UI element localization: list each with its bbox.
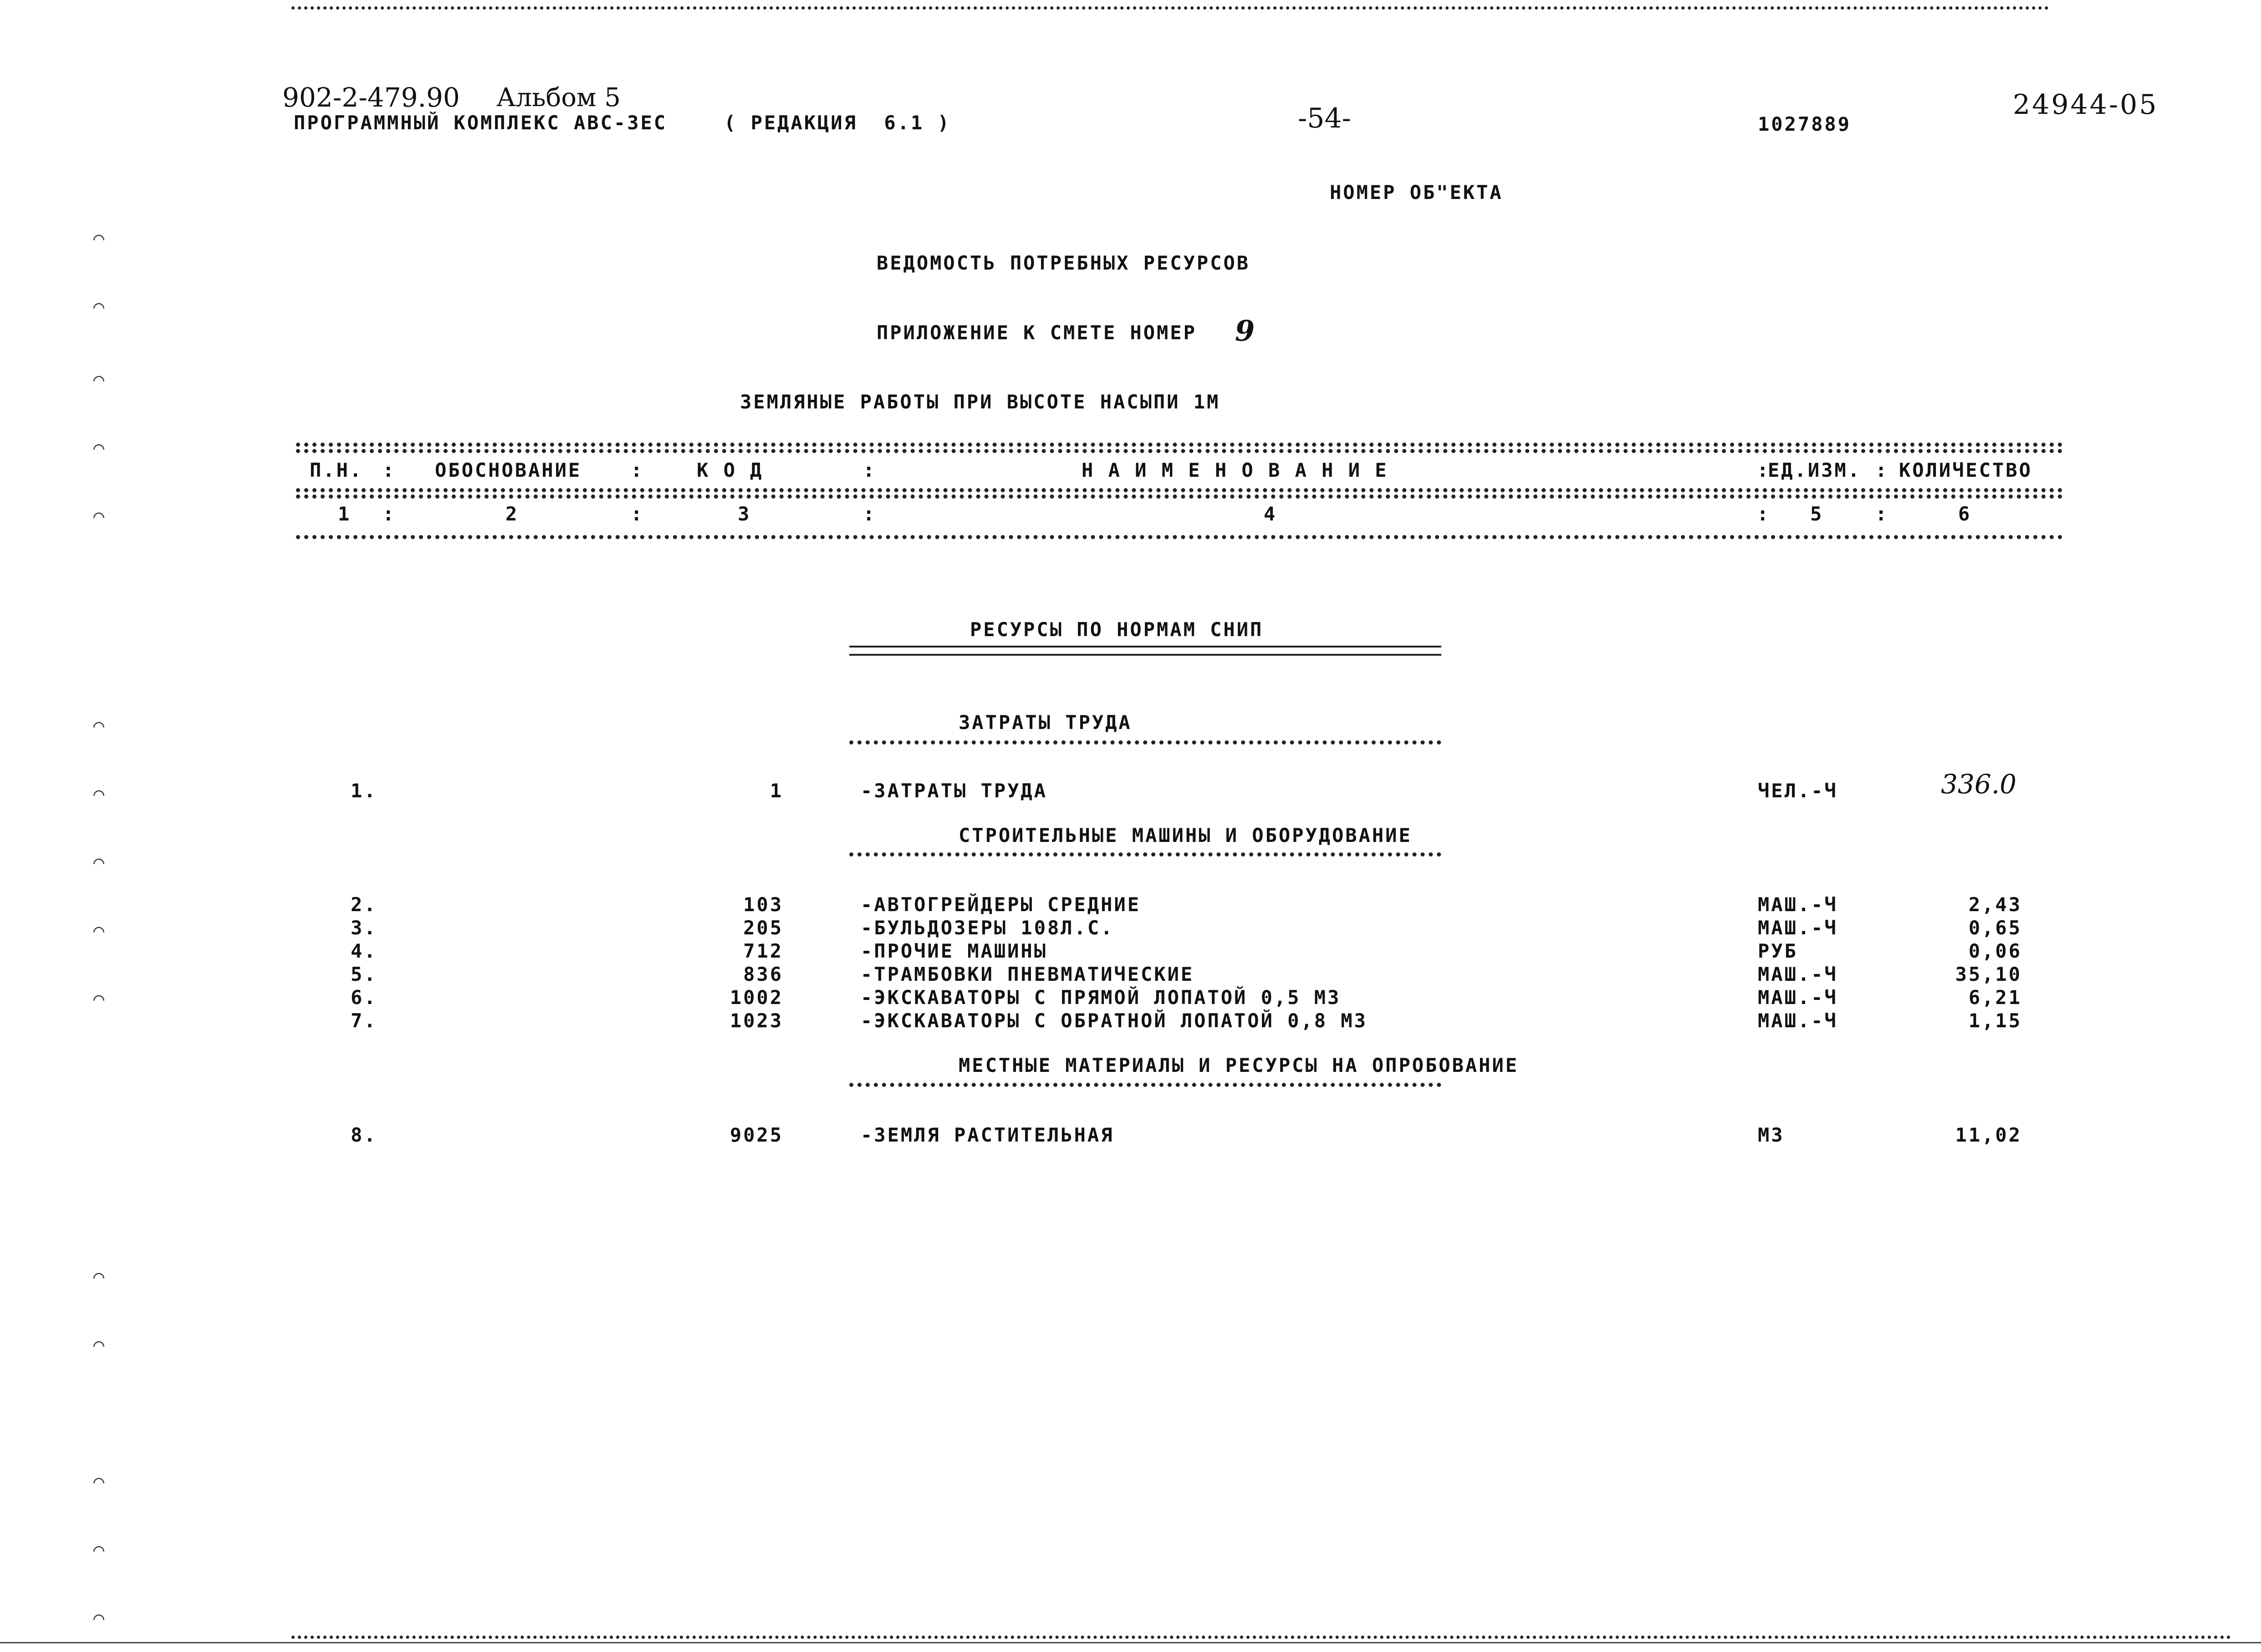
row-unit: МАШ.-Ч bbox=[1758, 917, 1838, 939]
row-number: 1. bbox=[351, 780, 378, 802]
row-code: 712 bbox=[743, 940, 783, 962]
top-edge-perforation bbox=[291, 6, 2049, 10]
statement-title: ВЕДОМОСТЬ ПОТРЕБНЫХ РЕСУРСОВ bbox=[877, 252, 1250, 274]
row-name: -ЗЕМЛЯ РАСТИТЕЛЬНАЯ bbox=[861, 1124, 1114, 1146]
section-machines-underline bbox=[849, 852, 1441, 857]
bottom-edge-perforation bbox=[291, 1636, 2231, 1639]
appendix-label: ПРИЛОЖЕНИЕ К СМЕТЕ НОМЕР bbox=[877, 321, 1197, 344]
section-labor-title: ЗАТРАТЫ ТРУДА bbox=[959, 711, 1132, 734]
section-materials-title: МЕСТНЫЕ МАТЕРИАЛЫ И РЕСУРСЫ НА ОПРОБОВАНИЕ bbox=[959, 1054, 1519, 1076]
section-materials-underline bbox=[849, 1083, 1441, 1087]
page-number: -54- bbox=[1298, 102, 1351, 134]
work-title: ЗЕМЛЯНЫЕ РАБОТЫ ПРИ ВЫСОТЕ НАСЫПИ 1М bbox=[740, 391, 1220, 413]
row-code: 205 bbox=[743, 917, 783, 939]
row-code: 9025 bbox=[730, 1124, 783, 1146]
row-name: -АВТОГРЕЙДЕРЫ СРЕДНИЕ bbox=[861, 893, 1141, 916]
col-header-number: П.Н. bbox=[310, 459, 363, 481]
row-number: 5. bbox=[351, 963, 378, 985]
row-number: 2. bbox=[351, 893, 378, 916]
col-header-unit: ЕД.ИЗМ. bbox=[1768, 459, 1862, 481]
row-quantity: 0,65 bbox=[1968, 917, 2022, 939]
row-unit: МАШ.-Ч bbox=[1758, 963, 1838, 985]
row-number: 6. bbox=[351, 986, 378, 1009]
table-rule-mid-2 bbox=[296, 495, 2063, 499]
row-quantity: 11,02 bbox=[1955, 1124, 2022, 1146]
row-unit: ЧЕЛ.-Ч bbox=[1758, 780, 1838, 802]
col-header-quantity: КОЛИЧЕСТВО bbox=[1899, 459, 2032, 481]
program-name: ПРОГРАММНЫЙ КОМПЛЕКС АВС-3ЕС bbox=[294, 112, 668, 134]
col-header-name: Н А И М Е Н О В А Н И Е bbox=[1082, 459, 1388, 481]
col-header-basis: ОБОСНОВАНИЕ bbox=[435, 459, 582, 481]
section-snip-underline bbox=[849, 646, 1441, 656]
album-label: Альбом 5 bbox=[496, 83, 621, 112]
row-name: -БУЛЬДОЗЕРЫ 108Л.С. bbox=[861, 917, 1114, 939]
row-code: 1 bbox=[770, 780, 783, 802]
row-number: 8. bbox=[351, 1124, 378, 1146]
row-number: 3. bbox=[351, 917, 378, 939]
row-quantity: 2,43 bbox=[1968, 893, 2022, 916]
row-code: 1023 bbox=[730, 1010, 783, 1032]
row-number: 4. bbox=[351, 940, 378, 962]
row-code: 1002 bbox=[730, 986, 783, 1009]
row-unit: МАШ.-Ч bbox=[1758, 893, 1838, 916]
row-quantity: 6,21 bbox=[1968, 986, 2022, 1009]
row-unit: МАШ.-Ч bbox=[1758, 1010, 1838, 1032]
row-name: -ПРОЧИЕ МАШИНЫ bbox=[861, 940, 1048, 962]
row-unit: РУБ bbox=[1758, 940, 1798, 962]
row-quantity: 0,06 bbox=[1968, 940, 2022, 962]
table-rule-bottom bbox=[296, 535, 2063, 539]
row-code: 836 bbox=[743, 963, 783, 985]
row-name: -ЭКСКАВАТОРЫ С ОБРАТНОЙ ЛОПАТОЙ 0,8 М3 bbox=[861, 1010, 1368, 1032]
row-unit: МАШ.-Ч bbox=[1758, 986, 1838, 1009]
row-quantity: 1,15 bbox=[1968, 1010, 2022, 1032]
row-quantity-handwritten: 336.0 bbox=[1941, 769, 2017, 800]
table-rule-top-2 bbox=[296, 449, 2063, 453]
appendix-number: 9 bbox=[1235, 314, 1255, 347]
row-name: -ЭКСКАВАТОРЫ С ПРЯМОЙ ЛОПАТОЙ 0,5 М3 bbox=[861, 986, 1341, 1009]
section-snip-title: РЕСУРСЫ ПО НОРМАМ СНИП bbox=[970, 618, 1264, 641]
row-quantity: 35,10 bbox=[1955, 963, 2022, 985]
row-name: -ТРАМБОВКИ ПНЕВМАТИЧЕСКИЕ bbox=[861, 963, 1194, 985]
table-rule-top bbox=[296, 443, 2063, 447]
program-edition: ( РЕДАКЦИЯ 6.1 ) bbox=[724, 112, 951, 134]
row-number: 7. bbox=[351, 1010, 378, 1032]
object-number-label: НОМЕР ОБ"ЕКТА bbox=[1330, 181, 1503, 204]
archive-stamp: 24944-05 bbox=[2013, 89, 2159, 121]
col-header-code: К О Д bbox=[697, 459, 764, 481]
section-machines-title: СТРОИТЕЛЬНЫЕ МАШИНЫ И ОБОРУДОВАНИЕ bbox=[959, 824, 1412, 846]
bottom-edge-line bbox=[0, 1642, 2261, 1643]
row-unit: М3 bbox=[1758, 1124, 1785, 1146]
document-code: 1027889 bbox=[1758, 113, 1852, 135]
section-labor-underline bbox=[849, 740, 1441, 744]
row-code: 103 bbox=[743, 893, 783, 916]
project-number: 902-2-479.90 bbox=[282, 82, 460, 113]
row-name: -ЗАТРАТЫ ТРУДА bbox=[861, 780, 1048, 802]
table-rule-mid bbox=[296, 488, 2063, 492]
